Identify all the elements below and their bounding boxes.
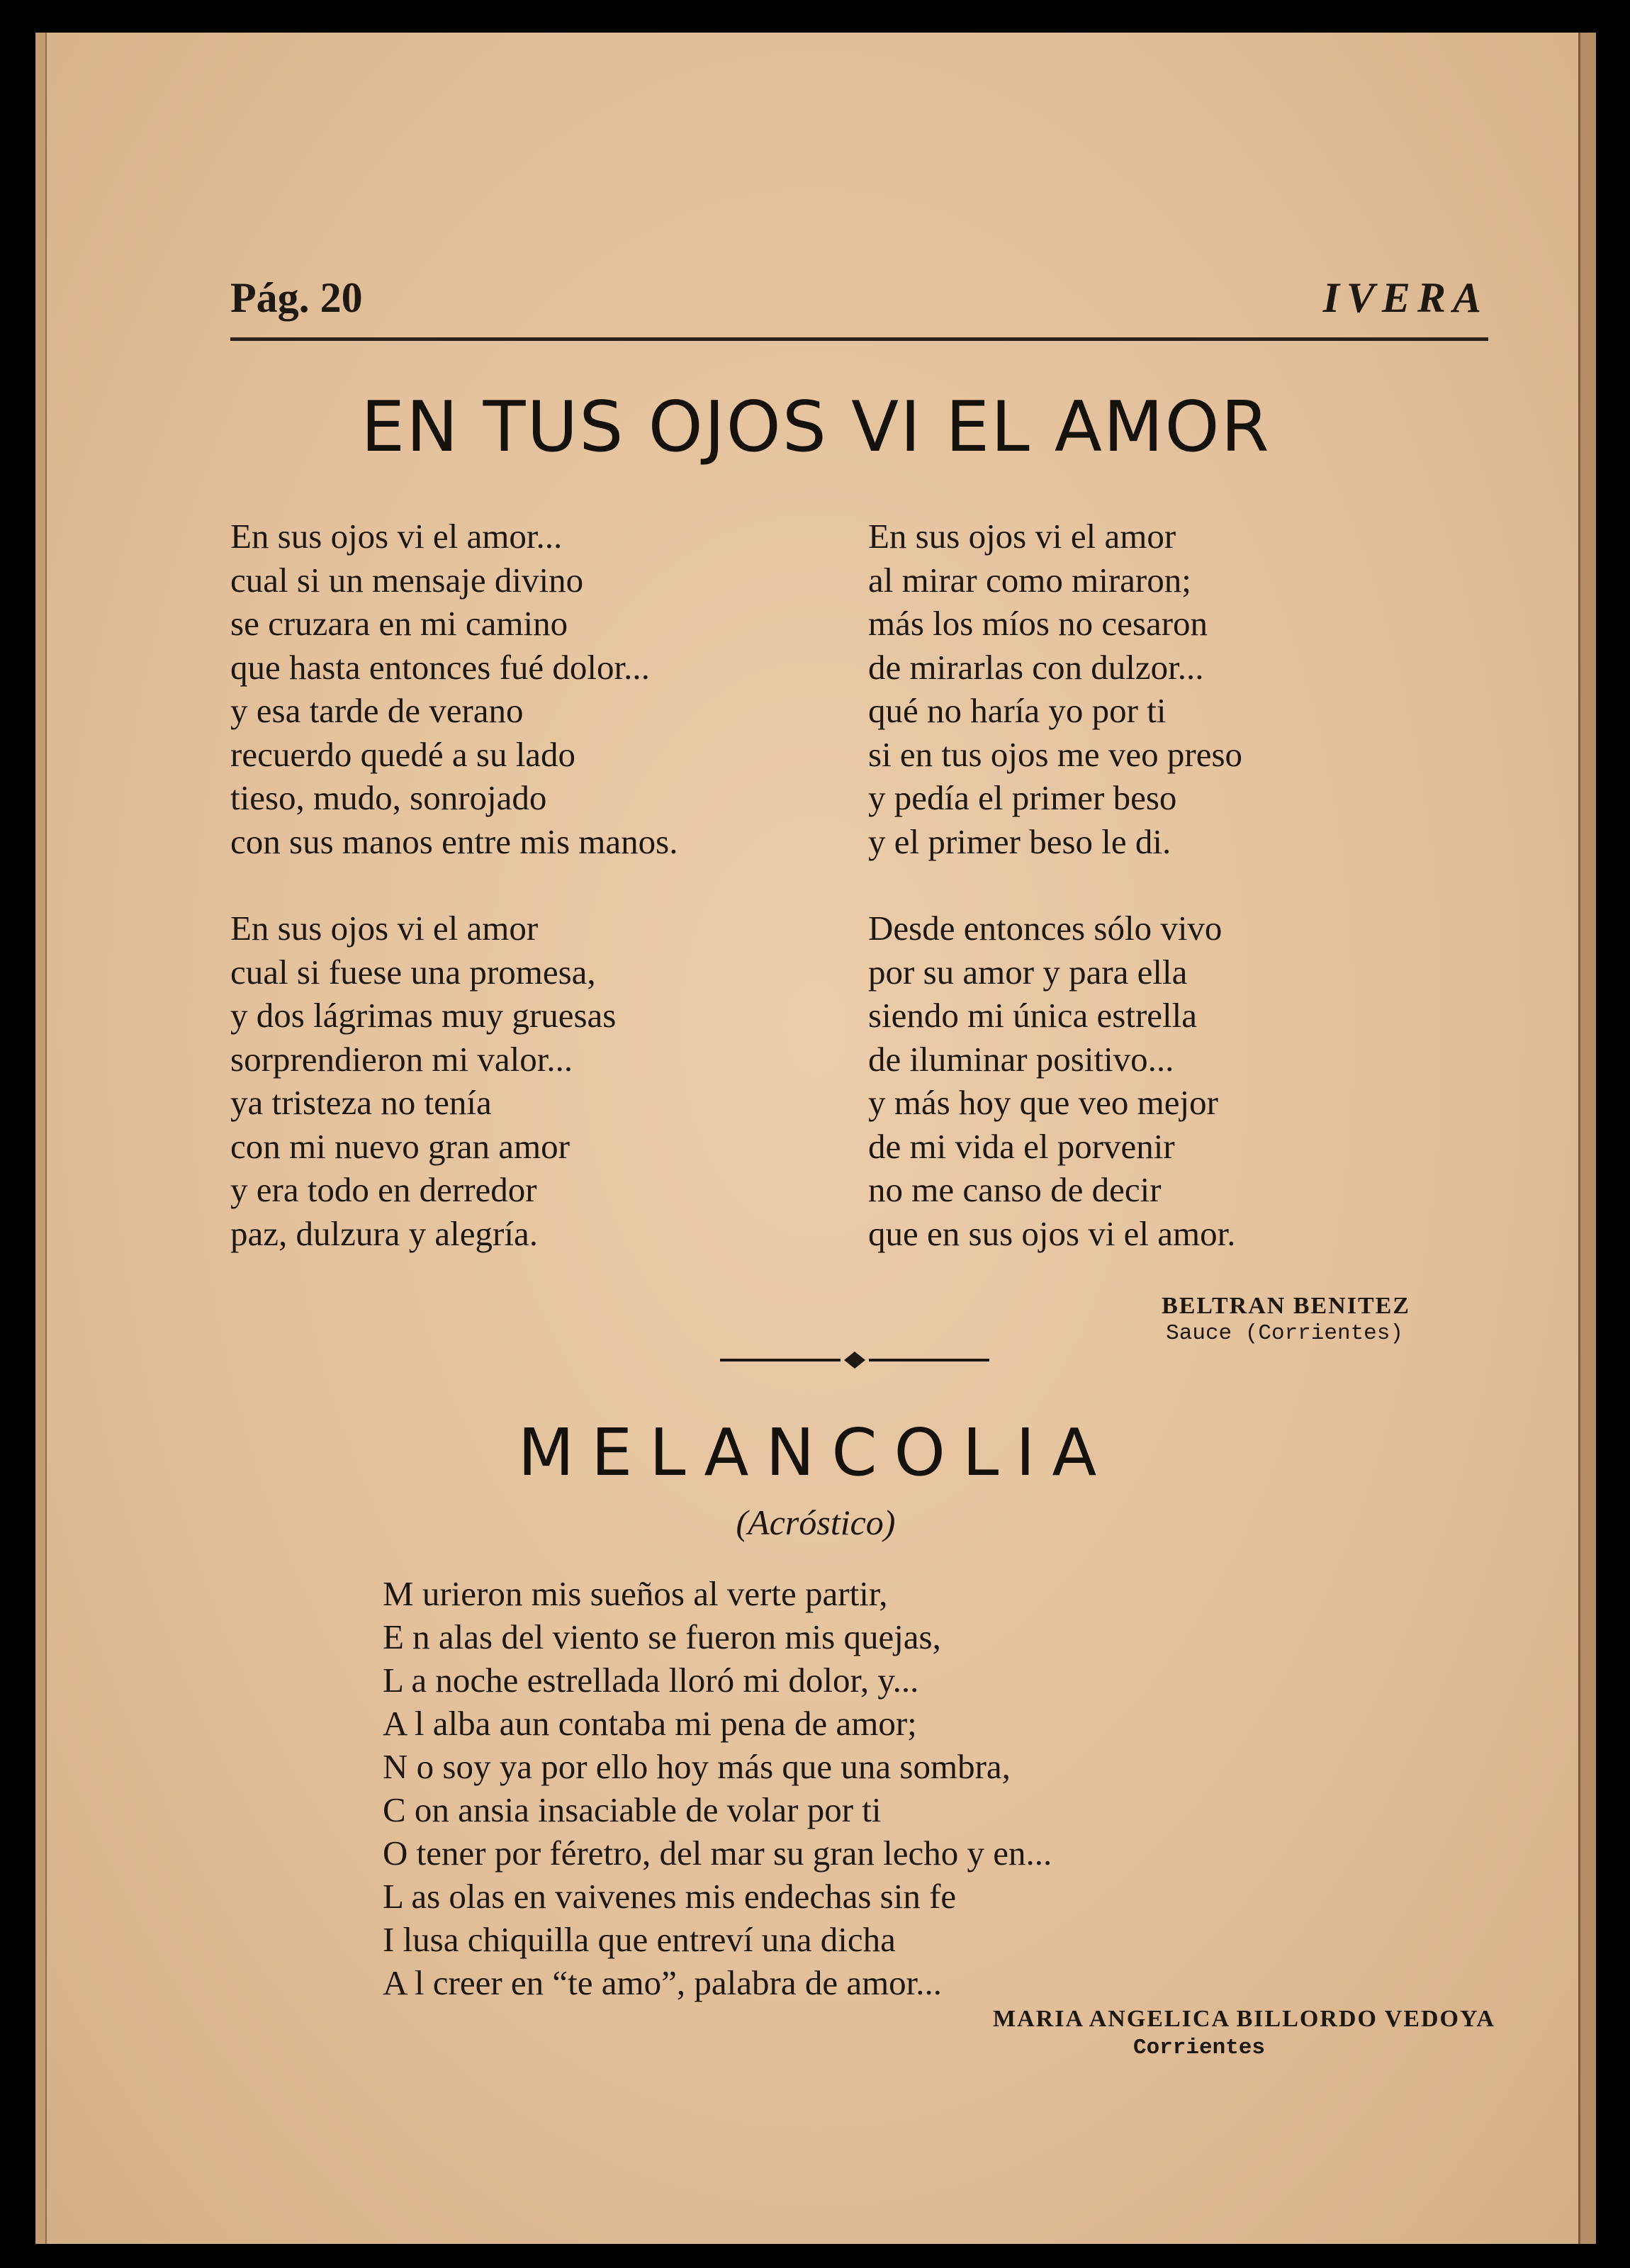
verse-line: tieso, mudo, sonrojado — [230, 778, 547, 817]
verse-line: N o soy ya por ello hoy más que una sombra, — [383, 1747, 1011, 1786]
verse-line: En sus ojos vi el amor... — [230, 517, 563, 556]
verse-line: no me canso de decir — [868, 1170, 1162, 1209]
verse-line: cual si fuese una promesa, — [230, 952, 596, 992]
verse-line: Desde entonces sólo vivo — [868, 909, 1222, 948]
verse-line: que hasta entonces fué dolor... — [230, 647, 650, 687]
poem1-left-stanza-1 — [230, 515, 840, 863]
verse-line: sorprendieron mi valor... — [230, 1039, 573, 1079]
verse-line: I lusa chiquilla que entreví una dicha — [383, 1920, 896, 1959]
verse-line: qué no haría yo por ti — [868, 691, 1167, 730]
verse-line: si en tus ojos me veo preso — [868, 734, 1243, 774]
poem1-right-column — [868, 515, 1478, 1298]
verse-line: que en sus ojos vi el amor. — [868, 1213, 1236, 1253]
verse-line: se cruzara en mi camino — [230, 604, 568, 643]
verse-line: En sus ojos vi el amor — [868, 517, 1176, 556]
poem1-author: BELTRAN BENITEZ — [1162, 1293, 1410, 1319]
verse-line: y era todo en derredor — [230, 1170, 537, 1209]
verse-line: M urieron mis sueños al verte partir, — [383, 1574, 888, 1613]
poem2-author: MARIA ANGELICA BILLORDO VEDOYA — [993, 2006, 1495, 2032]
verse-line: de mi vida el porvenir — [868, 1126, 1175, 1166]
verse-line: de iluminar positivo... — [868, 1039, 1174, 1079]
verse-line: A l alba aun contaba mi pena de amor; — [383, 1704, 917, 1743]
verse-line: L a noche estrellada lloró mi dolor, y... — [383, 1661, 919, 1700]
journal-name: IVERA — [1322, 274, 1488, 321]
verse-line: con mi nuevo gran amor — [230, 1126, 570, 1166]
verse-line: E n alas del viento se fueron mis quejas, — [383, 1617, 941, 1656]
verse-line: con sus manos entre mis manos. — [230, 821, 678, 861]
verse-line: recuerdo quedé a su lado — [230, 734, 576, 774]
verse-line: y dos lágrimas muy gruesas — [230, 996, 617, 1035]
ornamental-divider — [720, 1349, 989, 1371]
page-header — [230, 274, 1488, 341]
poem1-place: Sauce (Corrientes) — [1166, 1321, 1403, 1346]
verse-line: y pedía el primer beso — [868, 778, 1177, 817]
verse-line: L as olas en vaivenes mis endechas sin fe — [383, 1877, 957, 1916]
poem2-title: MELANCOLIA — [517, 1415, 1114, 1491]
verse-line: C on ansia insaciable de volar por ti — [383, 1790, 882, 1829]
poem2-subtitle: (Acróstico) — [736, 1503, 896, 1542]
verse-line: por su amor y para ella — [868, 952, 1188, 992]
verse-line: En sus ojos vi el amor — [230, 909, 539, 948]
verse-line: cual si un mensaje divino — [230, 560, 584, 600]
page-binding-edge — [35, 33, 47, 2244]
verse-line: y esa tarde de verano — [230, 691, 524, 730]
verse-line: siendo mi única estrella — [868, 996, 1197, 1035]
verse-line: ya tristeza no tenía — [230, 1083, 492, 1122]
magazine-page — [35, 33, 1596, 2244]
verse-line: y más hoy que veo mejor — [868, 1083, 1218, 1122]
verse-line: más los míos no cesaron — [868, 604, 1208, 643]
verse-line: O tener por féretro, del mar su gran lecho y en... — [383, 1834, 1052, 1873]
page-right-edge — [1578, 33, 1596, 2244]
verse-line: paz, dulzura y alegría. — [230, 1213, 538, 1253]
verse-line: y el primer beso le di. — [868, 821, 1171, 861]
verse-line: al mirar como miraron; — [868, 560, 1191, 600]
poem1-left-column — [230, 515, 840, 1298]
poem1-right-stanza-1 — [868, 515, 1478, 863]
verse-line: de mirarlas con dulzor... — [868, 647, 1204, 687]
poem2-acrostic-body — [383, 1572, 1375, 2004]
poem1-left-stanza-2 — [230, 906, 840, 1255]
page-number: Pág. 20 — [230, 274, 363, 321]
poem1-right-stanza-2 — [868, 906, 1478, 1255]
poem1-title: EN TUS OJOS VI EL AMOR — [361, 387, 1271, 468]
poem2-place: Corrientes — [1132, 2036, 1265, 2060]
verse-line: A l creer en “te amo”, palabra de amor... — [383, 1963, 943, 2002]
